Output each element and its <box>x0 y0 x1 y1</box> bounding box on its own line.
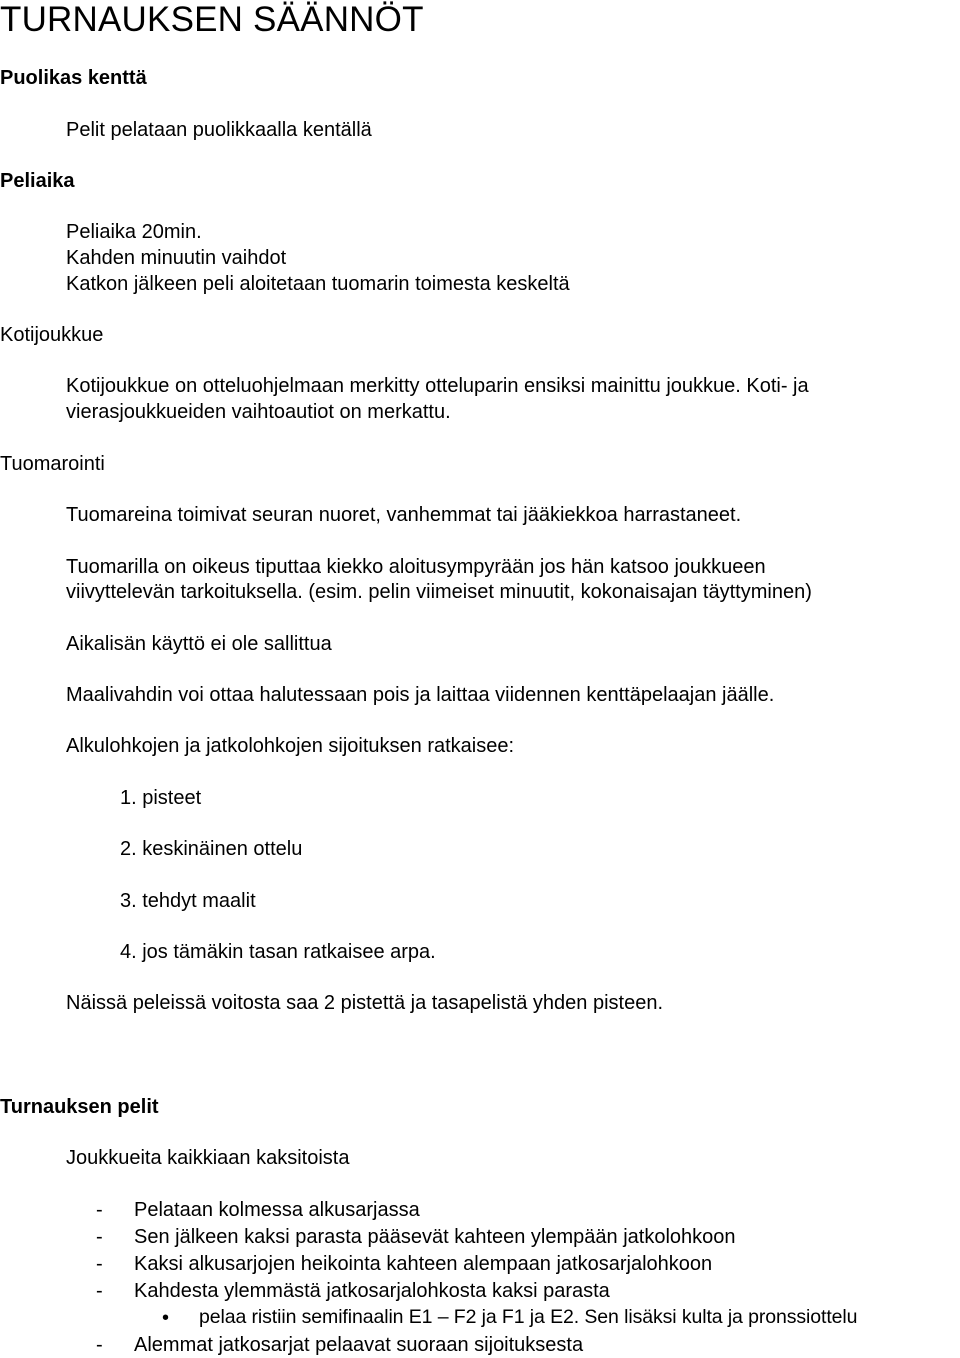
page-title: TURNAUKSEN SÄÄNNÖT <box>0 0 424 39</box>
ranking-item: 2. keskinäinen ottelu <box>120 838 303 860</box>
paragraph: vierasjoukkueiden vaihtoautiot on merkattu. <box>66 401 451 423</box>
bullet-marker: • <box>162 1307 170 1329</box>
points-note: Näissä peleissä voitosta saa 2 pistettä ja tasapelistä yhden pisteen. <box>66 992 664 1014</box>
paragraph: Tuomareina toimivat seuran nuoret, vanhemmat tai jääkiekkoa harrastaneet. <box>66 504 742 526</box>
dash-marker: - <box>96 1199 103 1221</box>
section-heading-puolikas-kentta: Puolikas kenttä <box>0 67 147 89</box>
paragraph: Katkon jälkeen peli aloitetaan tuomarin toimesta keskeltä <box>66 273 570 295</box>
paragraph: viivyttelevän tarkoituksella. (esim. pelin viimeiset minuutit, kokonaisajan täyttyminen) <box>66 581 812 603</box>
paragraph: Kotijoukkue on otteluohjelmaan merkitty otteluparin ensiksi mainittu joukkue. Koti- ja <box>66 375 809 397</box>
paragraph: Peliaika 20min. <box>66 221 202 243</box>
section-heading-tuomarointi: Tuomarointi <box>0 453 105 475</box>
ranking-item: 3. tehdyt maalit <box>120 890 256 912</box>
section-heading-kotijoukkue: Kotijoukkue <box>0 324 104 346</box>
paragraph: Joukkueita kaikkiaan kaksitoista <box>66 1147 350 1169</box>
list-item: Kahdesta ylemmästä jatkosarjalohkosta kaksi parasta <box>134 1280 610 1302</box>
ranking-item: 1. pisteet <box>120 787 202 809</box>
paragraph: Aikalisän käyttö ei ole sallittua <box>66 633 332 655</box>
dash-marker: - <box>96 1226 103 1248</box>
paragraph: Kahden minuutin vaihdot <box>66 247 287 269</box>
sub-list-item: pelaa ristiin semifinaalin E1 – F2 ja F1 ja E2. Sen lisäksi kulta ja pronssiottelu <box>199 1306 858 1328</box>
paragraph: Tuomarilla on oikeus tiputtaa kiekko aloitusympyrään jos hän katsoo joukkueen <box>66 556 766 578</box>
dash-marker: - <box>96 1334 103 1356</box>
list-item: Alemmat jatkosarjat pelaavat suoraan sijoituksesta <box>134 1334 584 1356</box>
paragraph: Pelit pelataan puolikkaalla kentällä <box>66 119 372 141</box>
ranking-item: 4. jos tämäkin tasan ratkaisee arpa. <box>120 941 436 963</box>
paragraph: Maalivahdin voi ottaa halutessaan pois ja laittaa viidennen kenttäpelaajan jäälle. <box>66 684 775 706</box>
section-heading-peliaika: Peliaika <box>0 170 75 192</box>
list-item: Sen jälkeen kaksi parasta pääsevät kahteen ylempään jatkolohkoon <box>134 1226 736 1248</box>
paragraph: Alkulohkojen ja jatkolohkojen sijoituksen ratkaisee: <box>66 735 515 757</box>
section-heading-turnauksen-pelit: Turnauksen pelit <box>0 1096 159 1118</box>
dash-marker: - <box>96 1253 103 1275</box>
dash-marker: - <box>96 1280 103 1302</box>
list-item: Pelataan kolmessa alkusarjassa <box>134 1199 420 1221</box>
list-item: Kaksi alkusarjojen heikointa kahteen alempaan jatkosarjalohkoon <box>134 1253 713 1275</box>
